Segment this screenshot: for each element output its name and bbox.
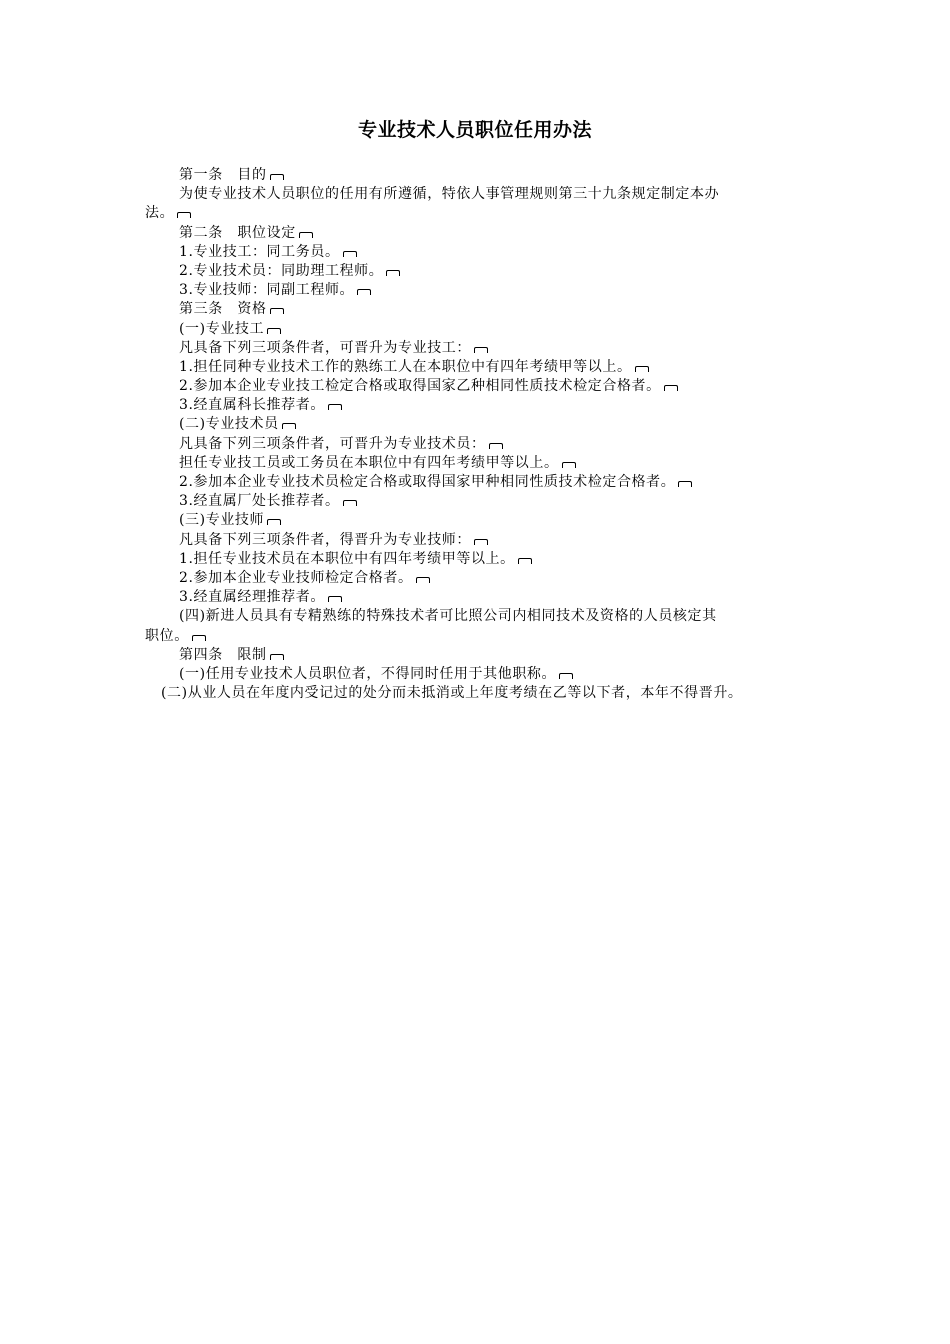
line-text: 第三条 资格 [179,301,267,318]
paragraph-mark-icon [299,232,313,238]
paragraph-mark-icon [416,577,430,583]
line-text: 1.担任同种专业技术工作的熟练工人在本职位中有四年考绩甲等以上。 [179,358,632,375]
line-text: 凡具备下列三项条件者，可晋升为专业技工： [179,339,471,356]
line-text: 法。 [145,205,175,222]
text-line [145,204,815,223]
paragraph-mark-icon [328,596,342,602]
line-text: (三)专业技师 [179,512,265,529]
paragraph-mark-icon [328,404,342,410]
line-text: 第一条 目的 [179,167,267,183]
paragraph-mark-icon [270,654,284,660]
text-line [145,511,815,530]
line-text: 2.参加本企业专业技术员检定合格或取得国家甲种相同性质技术检定合格者。 [179,474,676,490]
line-text: 3.经直属科长推荐者。 [179,397,325,414]
text-line [145,396,815,415]
paragraph-mark-icon [678,481,692,487]
line-text: 3.经直属经理推荐者。 [179,589,325,606]
line-text: (一)专业技工 [179,320,265,337]
paragraph-mark-icon [270,174,284,180]
text-line [145,627,815,646]
line-text: 2.参加本企业专业技工检定合格或取得国家乙种相同性质技术检定合格者。 [179,378,661,395]
text-line [145,665,815,684]
line-text: 职位。 [145,627,189,644]
line-text: (一)任用专业技术人员职位者，不得同时任用于其他职称。 [179,665,557,682]
paragraph-mark-icon [474,347,488,353]
paragraph-mark-icon [267,519,281,525]
paragraph-mark-icon [343,500,357,506]
line-text: 担任专业技工员或工务员在本职位中有四年考绩甲等以上。 [179,454,559,471]
paragraph-mark-icon [357,289,371,295]
text-line [145,607,815,626]
paragraph-mark-icon [474,539,488,545]
text-line [145,339,815,358]
text-line [145,166,815,185]
line-text: 为使专业技术人员职位的任用有所遵循，特依人事管理规则第三十九条规定制定本办 [179,186,720,203]
line-text: 第二条 职位设定 [179,224,296,241]
line-text: 3.专业技师：同副工程师。 [179,282,355,299]
text-line [145,300,815,319]
line-text: (二)从业人员在年度内受记过的处分而未抵消或上年度考绩在乙等以下者，本年不得晋升。 [161,685,743,702]
line-text: 第四条 限制 [179,646,267,663]
text-line [145,569,815,588]
line-text: 1.专业技工：同工务员。 [179,243,340,260]
line-text: 3.经直属厂处长推荐者。 [179,493,340,510]
document-title: 专业技术人员职位任用办法 [357,119,592,141]
text-line [145,435,815,454]
line-text: 凡具备下列三项条件者，可晋升为专业技术员： [179,435,486,452]
text-line [145,243,815,262]
text-line [145,550,815,569]
document-body [145,166,815,703]
paragraph-mark-icon [386,270,400,276]
line-text: 凡具备下列三项条件者，得晋升为专业技师： [179,531,471,548]
text-line [145,415,815,434]
paragraph-mark-icon [664,385,678,391]
text-line [145,492,815,511]
line-text: (四)新进人员具有专精熟练的特殊技术者可比照公司内相同技术及资格的人员核定其 [179,608,717,625]
text-line [145,454,815,473]
paragraph-mark-icon [177,212,191,218]
line-text: 1.担任专业技术员在本职位中有四年考绩甲等以上。 [179,550,515,567]
text-line [145,281,815,300]
line-text: 2.专业技术员：同助理工程师。 [179,262,384,279]
paragraph-mark-icon [562,462,576,468]
paragraph-mark-icon [635,366,649,372]
text-line [145,646,815,665]
paragraph-mark-icon [267,328,281,334]
text-line [145,531,815,550]
paragraph-mark-icon [270,308,284,314]
paragraph-mark-icon [489,443,503,449]
paragraph-mark-icon [559,673,573,679]
text-line [145,588,815,607]
text-line [145,185,815,204]
text-line [145,358,815,377]
text-line [145,262,815,281]
paragraph-mark-icon [518,558,532,564]
line-text: (二)专业技术员 [179,416,279,433]
text-line [145,684,815,703]
text-line [145,377,815,396]
paragraph-mark-icon [343,251,357,257]
line-text: 2.参加本企业专业技师检定合格者。 [179,569,413,586]
text-line [145,224,815,243]
text-line [145,320,815,339]
paragraph-mark-icon [192,635,206,641]
text-line [145,473,815,492]
paragraph-mark-icon [282,423,296,429]
